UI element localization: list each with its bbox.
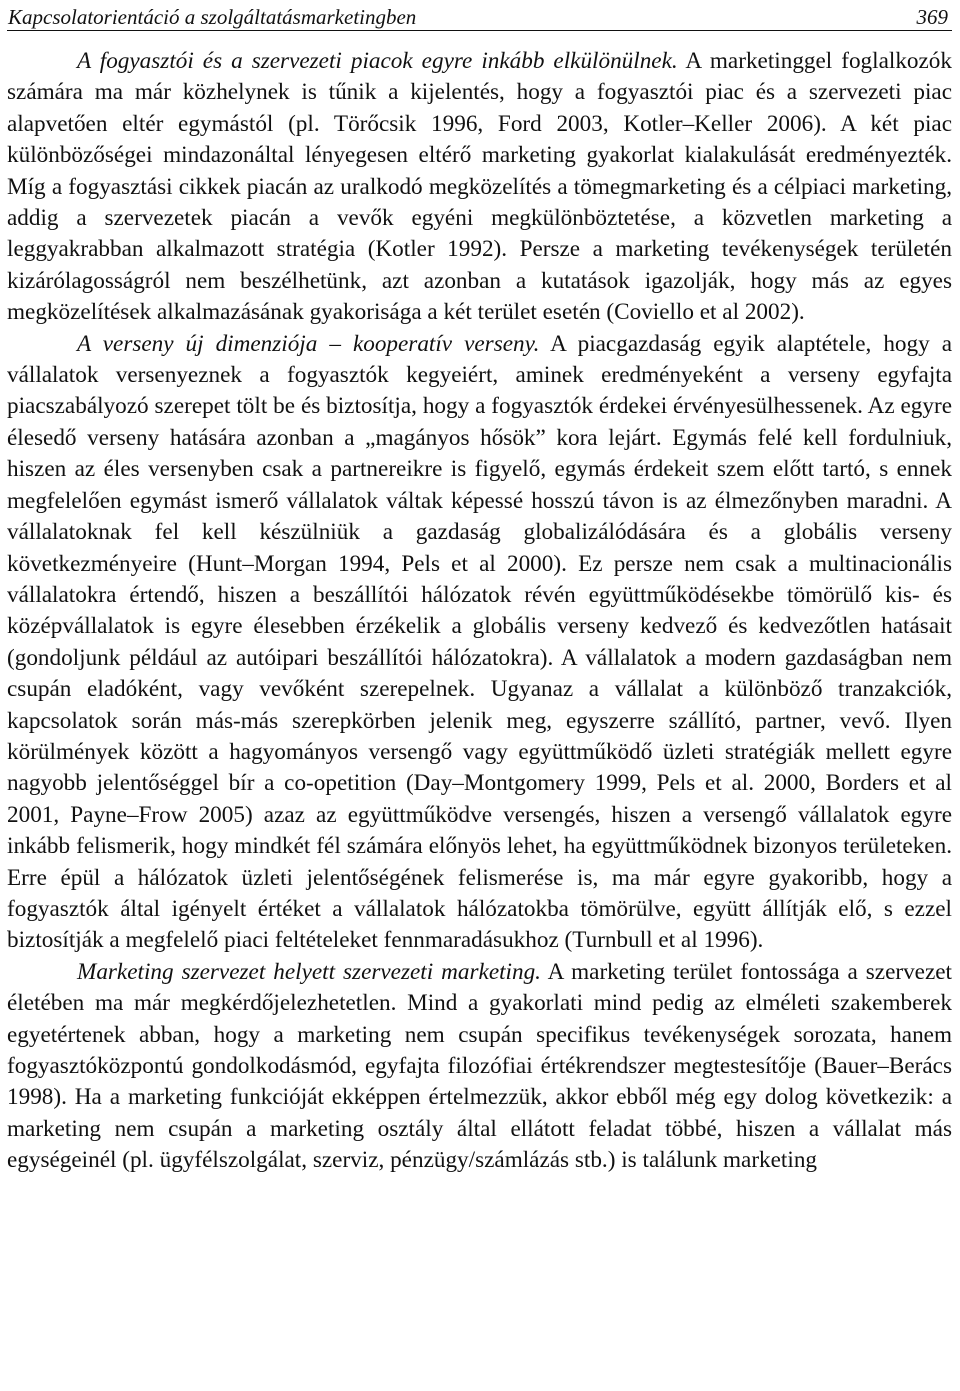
paragraph-text: A piacgazdaság egyik alaptétele, hogy a vállalatok versenyeznek a fogyasztók kegyeiért, aminek eredményeként a verseny egyfajta piacszabályozó szerepet tölt be és biztosítja, hogy a fogyasztók érdekei érvényesülhessenek. Az egyre élesedő verseny hatására azonban a „magányos hősök” kora lejárt. Egymás felé kell fordulniuk, hiszen az éles versenyben csak a partnereikre is figyelő, egymás érdekeit szem előtt tartó, s ennek megfelelően egymást ismerő vállalatok váltak képessé hosszú távon is az élmezőnyben maradni. A vállalatoknak fel kell készülniük a gazdaság globalizálódására és a globális verseny következményeire (Hunt–Morgan 1994, Pels et al 2000). Ez persze nem csak a multinacionális vállalatokra értendő, hiszen a beszállítói hálózatok révén együttműködésekbe tömörülő kis- és középvállalatok is egyre élesebben érzékelik a globális verseny kedvező és kedvezőtlen hatásait (gondoljunk például az autóipari beszállítói hálózatokra). A vállalatok a modern gazdaságban nem csupán eladóként, vagy vevőként szerepelnek. Ugyanaz a vállalat a különböző tranzakciók, kapcsolatok során más-más szerepkörben jelenik meg, egyszerre szállító, partner, vevő. Ilyen körülmények között a hagyományos versengő vagy együttműködő üzleti stratégiák mellett egyre nagyobb jelentőséggel bír a co-opetition (Day–Montgomery 1999, Pels et al. 2000, Borders et al 2001, Payne–Frow 2005) azaz az együttműködve versengés, hiszen a versengő vállalatok egyre inkább felismerik, hogy mindkét fél számára előnyös lehet, ha együttműködnek bizonyos területeken. Erre épül a hálózatok üzleti jelentőségének felismerése is, ma már egyre gyakoribb, hogy a fogyasztók által igényelt értéket a vállalatok hálózatokba tömörülve, együtt állítják elő, s ezzel biztosítják a megfelelő piaci feltételeket fennmaradásukhoz (Turnbull et al 1996). bbox=[7, 330, 952, 954]
paragraph-text: A marketinggel foglalkozók számára ma már közhelynek is tűnik a kijelentés, hogy a fogyasztói piac és a szervezeti piac alapvetően eltér egymástól (pl. Törőcsik 1996, Ford 2003, Kotler–Keller 2006). A két piac különbözőségei mindazonáltal lényegesen eltérő marketing gyakorlat kialakulását eredményezték. Míg a fogyasztási cikkek piacán az uralkodó megközelítés a tömegmarketing és a célpiaci marketing, addig a szervezetek piacán a vevők egyéni megkülönböztetése, a közvetlen marketing a leggyakrabban alkalmazott stratégia (Kotler 1992). Persze a marketing tevékenységek területén kizárólagosságról nem beszélhetünk, azt azonban a kutatások igazolják, hogy más az egyes megközelítések alkalmazásának gyakorisága a két terület esetén (Coviello et al 2002). bbox=[7, 48, 952, 326]
paragraph-organizational-marketing bbox=[7, 957, 952, 1177]
paragraph-text: A marketing terület fontossága a szervezet életében ma már megkérdőjelezhetetlen. Mind a gyakorlati mind pedig az elméleti szakemberek egyetértenek abban, hogy a marketing nem csupán specifikus tevékenységek sorozata, hanem fogyasztóközpontú gondolkodásmód, egyfajta filozófiai értékrendszer megtestesítője (Bauer–Berács 1998). Ha a marketing funkcióját ekképpen értelmezzük, akkor ebből még egy dolog következik: a marketing nem csupán a marketing osztály által ellátott feladat többé, hiszen a vállalat más egységeinél (pl. ügyfélszolgálat, szerviz, pénzügy/számlázás stb.) is találunk marketing bbox=[7, 958, 952, 1174]
paragraph-lead: Marketing szervezet helyett szervezeti marketing. bbox=[77, 958, 541, 985]
running-header bbox=[7, 0, 952, 31]
paragraph-consumer-vs-business-markets bbox=[7, 46, 952, 329]
paragraph-lead: A fogyasztói és a szervezeti piacok egyre inkább elkülönülnek. bbox=[77, 48, 678, 74]
body-text bbox=[7, 46, 952, 1177]
page-number: 369 bbox=[916, 5, 948, 29]
paragraph-cooperative-competition bbox=[7, 329, 952, 957]
running-title: Kapcsolatorientáció a szolgáltatásmarketingben bbox=[8, 5, 417, 29]
paragraph-lead: A verseny új dimenziója – kooperatív verseny. bbox=[77, 330, 540, 357]
